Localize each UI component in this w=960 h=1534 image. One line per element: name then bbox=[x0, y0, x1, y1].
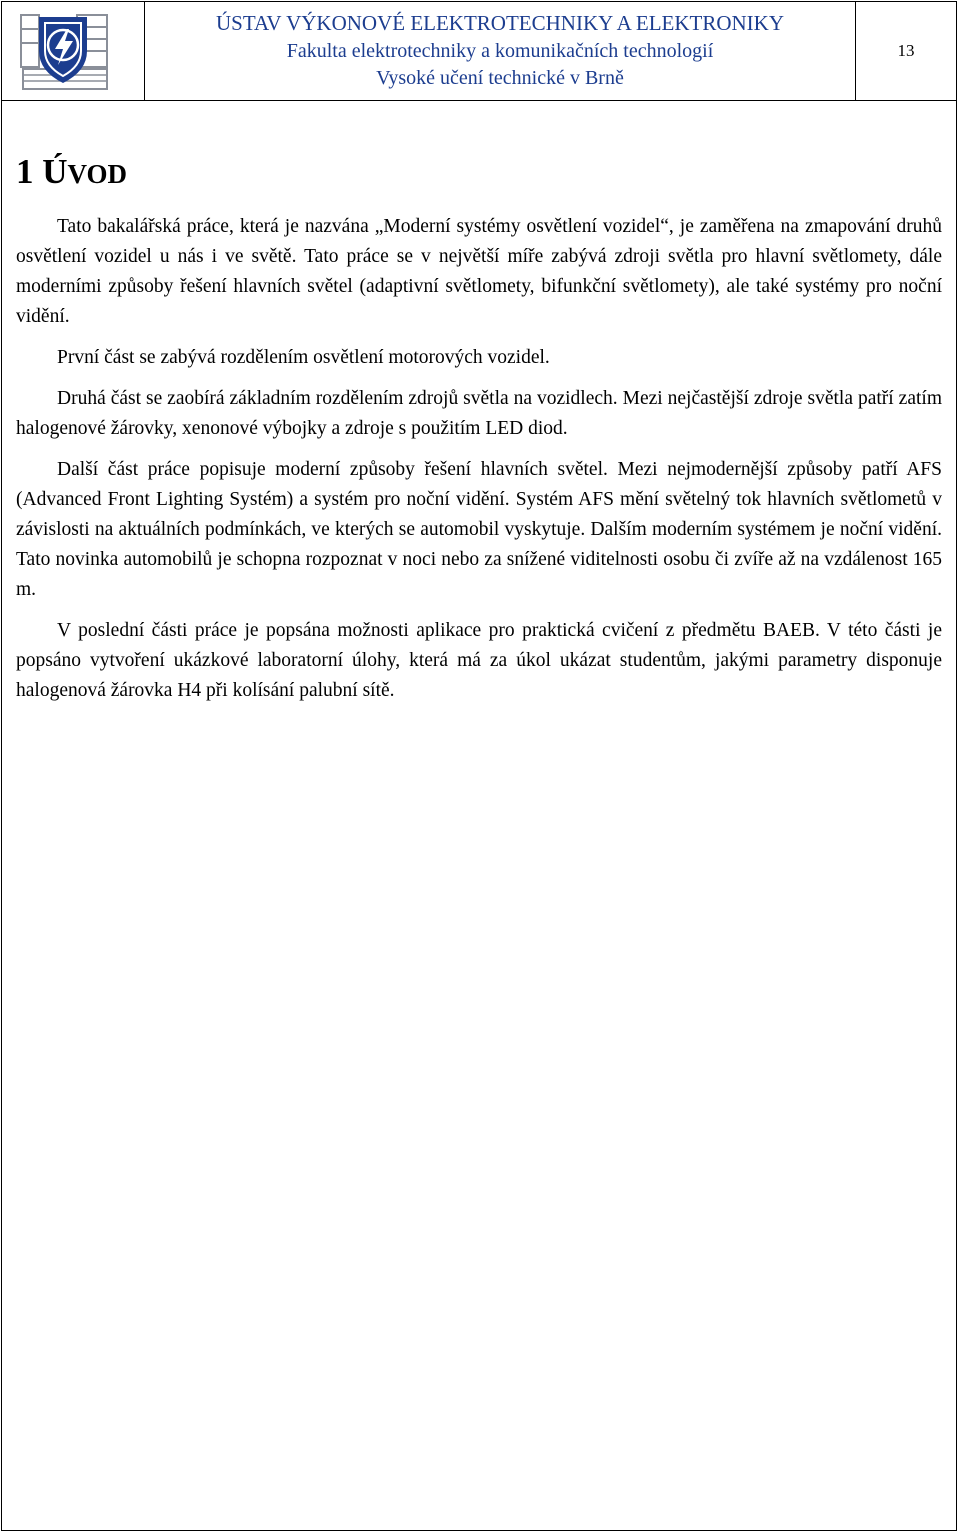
chapter-body bbox=[16, 212, 942, 717]
university-shield-logo-icon bbox=[19, 11, 111, 93]
institute-title-cell bbox=[145, 1, 856, 100]
chapter-title-initial: Ú bbox=[42, 152, 68, 191]
institute-name: ÚSTAV VÝKONOVÉ ELEKTROTECHNIKY A ELEKTRONIKY bbox=[215, 11, 784, 35]
chapter-heading bbox=[16, 152, 127, 192]
paragraph-part-one: První část se zabývá rozdělením osvětlení motorových vozidel. bbox=[57, 347, 550, 368]
paragraph-last-part: V poslední části práce je popsána možnosti aplikace pro praktická cvičení z předmětu BAEB. V této části je popsáno vytvoření ukázkové laboratorní úlohy, která má za úkol ukázat studentům, jakými parametry disponuje halogenová žárovka H4 při kolísání palubní sítě. bbox=[16, 620, 942, 701]
page-number: 13 bbox=[897, 41, 915, 60]
paragraph-intro: Tato bakalářská práce, která je nazvána „Moderní systémy osvětlení vozidel“, je zaměřena na zmapování druhů osvětlení vozidel u nás i ve světě. Tato práce se v největší míře zabývá zdroji světla pro hlavní světlomety, dále moderními způsoby řešení hlavních světel (adaptivní světlomety, bifunkční světlomety), ale také systémy pro noční vidění. bbox=[16, 216, 942, 327]
chapter-title-rest: VOD bbox=[67, 159, 127, 189]
faculty-name: Fakulta elektrotechniky a komunikačních technologií bbox=[286, 40, 714, 62]
chapter-number: 1 bbox=[16, 152, 34, 191]
paragraph-part-three: Další část práce popisuje moderní způsoby řešení hlavních světel. Mezi nejmodernější způsoby patří AFS (Advanced Front Lighting Systém) a systém pro noční vidění. Systém AFS mění světelný tok hlavních světlometů v závislosti na aktuálních podmínkách, ve kterých se automobil vyskytuje. Dalším moderním systémem je noční vidění. Tato novinka automobilů je schopna rozpoznat v noci nebo za snížené viditelnosti osobu či zvíře až na vzdálenost 165 m. bbox=[16, 459, 942, 600]
page-header bbox=[1, 1, 957, 101]
university-name: Vysoké učení technické v Brně bbox=[376, 67, 624, 89]
logo-cell bbox=[1, 1, 145, 100]
paragraph-part-two: Druhá část se zaobírá základním rozdělením zdrojů světla na vozidlech. Mezi nejčastější zdroje světla patří zatím halogenové žárovky, xenonové výbojky a zdroje s použitím LED diod. bbox=[16, 388, 942, 439]
